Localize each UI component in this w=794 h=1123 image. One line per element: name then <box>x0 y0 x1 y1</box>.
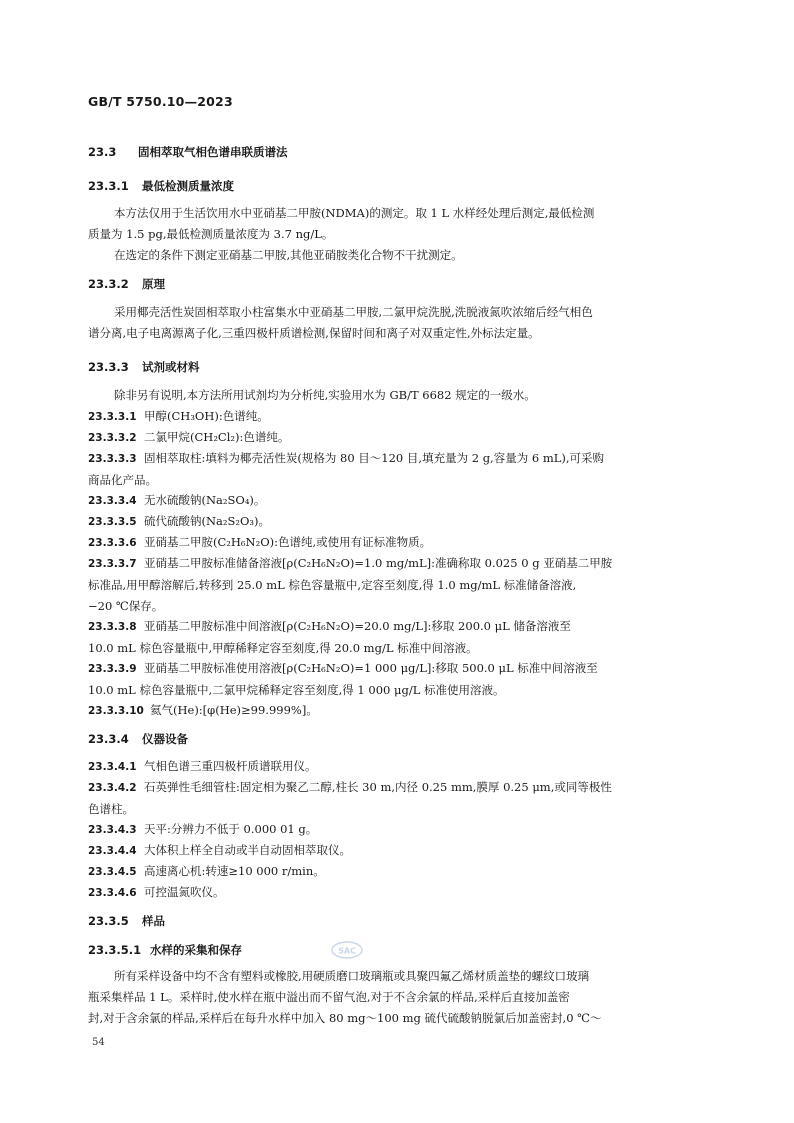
item-number: 23.3.4.1 <box>88 761 137 773</box>
section-heading-23-3-4 <box>88 731 188 747</box>
item-text: 商品化产品。 <box>88 473 157 487</box>
paragraph-sampling <box>88 966 700 1029</box>
standard-number: GB/T 5750.10—2023 <box>88 94 233 109</box>
item-text: −20 ℃保存。 <box>88 599 164 613</box>
item-text: 固相萃取柱:填料为椰壳活性炭(规格为 80 目～120 目,填充量为 2 g,容量为 6 mL),可采购 <box>144 451 605 465</box>
section-title: 最低检测质量浓度 <box>142 179 234 193</box>
item-text: 亚硝基二甲胺标准使用溶液[ρ(C₂H₆N₂O)=1 000 μg/L]:移取 500.0 μL 标准中间溶液至 <box>144 661 598 675</box>
item-text: 亚硝基二甲胺标准中间溶液[ρ(C₂H₆N₂O)=20.0 mg/L]:移取 200.0 μL 储备溶液至 <box>144 619 571 633</box>
item-text: 可控温氮吹仪。 <box>144 885 225 899</box>
section-number: 23.3 <box>88 145 117 159</box>
list-item <box>88 406 700 428</box>
item-number: 23.3.4.2 <box>88 782 137 794</box>
section-heading-23-3-3 <box>88 359 200 375</box>
section-title: 固相萃取气相色谱串联质谱法 <box>138 145 288 159</box>
item-text: 亚硝基二甲胺(C₂H₆N₂O):色谱纯,或使用有证标准物质。 <box>144 535 432 549</box>
section-number: 23.3.5.1 <box>88 943 142 957</box>
section-title: 仪器设备 <box>142 732 188 746</box>
item-number: 23.3.3.2 <box>88 432 137 444</box>
section-heading-23-3-1 <box>88 178 234 194</box>
section-number: 23.3.2 <box>88 277 129 291</box>
list-item <box>88 427 700 449</box>
section-heading-23-3-5 <box>88 913 165 929</box>
item-text: 天平:分辨力不低于 0.000 01 g。 <box>144 822 318 836</box>
item-number: 23.3.4.4 <box>88 845 137 857</box>
item-text: 亚硝基二甲胺标准储备溶液[ρ(C₂H₆N₂O)=1.0 mg/mL]:准确称取 0.025 0 g 亚硝基二甲胺 <box>144 556 613 570</box>
item-number: 23.3.3.10 <box>88 705 144 717</box>
item-text: 无水硫酸钠(Na₂SO₄)。 <box>144 493 266 507</box>
section-heading-23-3-5-1 <box>88 942 242 958</box>
text-line: 采用椰壳活性炭固相萃取小柱富集水中亚硝基二甲胺,二氯甲烷洗脱,洗脱液氮吹浓缩后经气相色 <box>114 305 593 319</box>
item-text: 气相色谱三重四极杆质谱联用仪。 <box>144 759 317 773</box>
item-number: 23.3.3.8 <box>88 621 137 633</box>
section-number: 23.3.1 <box>88 179 129 193</box>
section-title: 水样的采集和保存 <box>150 943 242 957</box>
sac-watermark-logo <box>331 941 363 959</box>
item-number: 23.3.3.1 <box>88 411 137 423</box>
list-item <box>88 861 700 883</box>
text-line: 所有采样设备中均不含有塑料或橡胶,用硬质磨口玻璃瓶或具聚四氟乙烯材质盖垫的螺纹口玻璃 <box>114 969 590 983</box>
item-text: 标准品,用甲醇溶解后,转移到 25.0 mL 棕色容量瓶中,定容至刻度,得 1.0 mg/mL 标准储备溶液, <box>88 578 577 592</box>
paragraph-detection-limit <box>88 203 700 266</box>
text-line: 除非另有说明,本方法所用试剂均为分析纯,实验用水为 GB/T 6682 规定的一级水。 <box>114 388 536 402</box>
list-item <box>88 819 700 841</box>
paragraph-principle <box>88 302 700 344</box>
item-text: 10.0 mL 棕色容量瓶中,二氯甲烷稀释定容至刻度,得 1 000 μg/L 标准使用溶液。 <box>88 683 505 697</box>
item-text: 大体积上样全自动或半自动固相萃取仪。 <box>144 843 351 857</box>
item-number: 23.3.3.5 <box>88 516 137 528</box>
item-text: 色谱柱。 <box>88 802 134 816</box>
section-number: 23.3.4 <box>88 732 129 746</box>
section-number: 23.3.3 <box>88 360 129 374</box>
item-number: 23.3.3.9 <box>88 663 137 675</box>
section-heading-23-3-2 <box>88 276 165 292</box>
list-item <box>88 777 700 820</box>
list-item <box>88 882 700 904</box>
list-item <box>88 700 700 722</box>
page-number: 54 <box>92 1037 105 1048</box>
list-item <box>88 448 700 491</box>
item-text: 硫代硫酸钠(Na₂S₂O₃)。 <box>144 514 271 528</box>
svg-text:SAC: SAC <box>338 946 356 956</box>
item-number: 23.3.3.7 <box>88 558 137 570</box>
text-line: 谱分离,电子电离源离子化,三重四极杆质谱检测,保留时间和离子对双重定性,外标法定量。 <box>88 326 540 340</box>
item-number: 23.3.3.4 <box>88 495 137 507</box>
list-item <box>88 616 700 659</box>
item-number: 23.3.4.3 <box>88 824 137 836</box>
list-item <box>88 532 700 554</box>
list-item <box>88 511 700 533</box>
section-title: 样品 <box>142 914 165 928</box>
text-line: 质量为 1.5 pg,最低检测质量浓度为 3.7 ng/L。 <box>88 227 334 241</box>
list-item <box>88 553 700 617</box>
text-line: 在选定的条件下测定亚硝基二甲胺,其他亚硝胺类化合物不干扰测定。 <box>114 248 463 262</box>
list-item <box>88 756 700 778</box>
list-item <box>88 840 700 862</box>
section-heading-23-3 <box>88 144 288 160</box>
item-number: 23.3.4.6 <box>88 887 137 899</box>
item-text: 高速离心机:转速≥10 000 r/min。 <box>144 864 325 878</box>
text-line: 本方法仅用于生活饮用水中亚硝基二甲胺(NDMA)的测定。取 1 L 水样经处理后测定,最低检测 <box>114 206 595 220</box>
list-item <box>88 490 700 512</box>
section-title: 试剂或材料 <box>142 360 200 374</box>
text-line: 瓶采集样品 1 L。采样时,使水样在瓶中溢出而不留气泡,对于不含余氯的样品,采样后直接加盖密 <box>88 990 570 1004</box>
item-text: 10.0 mL 棕色容量瓶中,甲醇稀释定容至刻度,得 20.0 mg/L 标准中间溶液。 <box>88 641 478 655</box>
item-number: 23.3.3.3 <box>88 453 137 465</box>
item-text: 甲醇(CH₃OH):色谱纯。 <box>144 409 269 423</box>
section-number: 23.3.5 <box>88 914 129 928</box>
list-item <box>88 658 700 701</box>
item-text: 石英弹性毛细管柱:固定相为聚乙二醇,柱长 30 m,内径 0.25 mm,膜厚 0.25 μm,或同等极性 <box>144 780 612 794</box>
item-number: 23.3.3.6 <box>88 537 137 549</box>
item-text: 二氯甲烷(CH₂Cl₂):色谱纯。 <box>144 430 290 444</box>
section-title: 原理 <box>142 277 165 291</box>
paragraph-reagents-intro <box>88 385 700 406</box>
text-line: 封,对于含余氯的样品,采样后在每升水样中加入 80 mg～100 mg 硫代硫酸钠脱氯后加盖密封,0 ℃～ <box>88 1011 602 1025</box>
item-text: 氦气(He):[φ(He)≥99.999%]。 <box>150 703 318 717</box>
item-number: 23.3.4.5 <box>88 866 137 878</box>
